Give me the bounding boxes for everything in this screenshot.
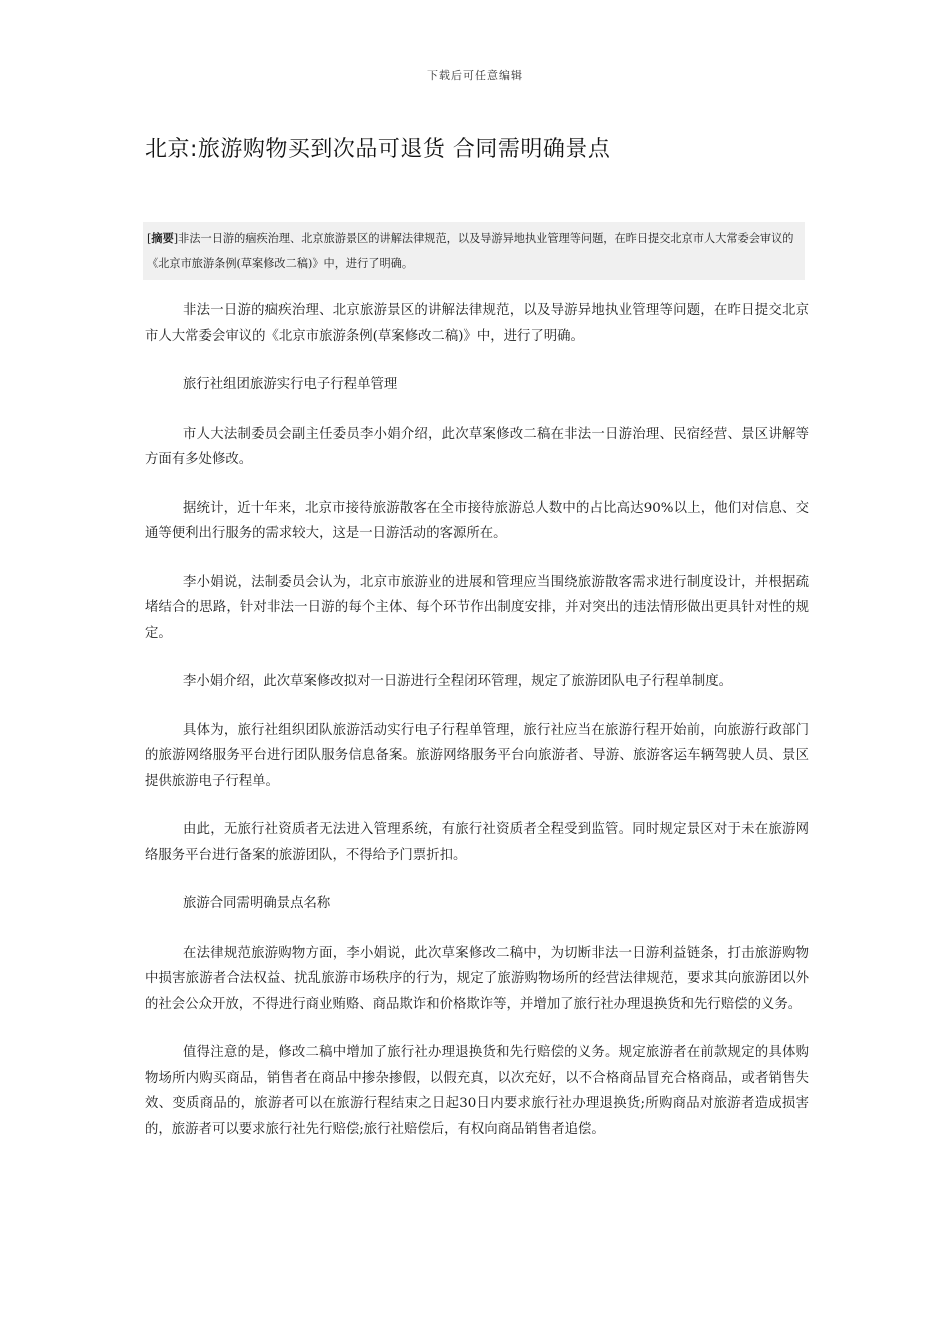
paragraph: 李小娟介绍，此次草案修改拟对一日游进行全程闭环管理，规定了旅游团队电子行程单制度。: [183, 674, 733, 689]
abstract-open-bracket: [: [147, 232, 152, 245]
paragraph: 非法一日游的痼疾治理、北京旅游景区的讲解法律规范，以及导游异地执业管理等问题，在昨日提交北京市人大常委会审议的《北京市旅游条例(草案修改二稿)》中，进行了明确。: [145, 303, 809, 344]
paragraph: 市人大法制委员会副主任委员李小娟介绍，此次草案修改二稿在非法一日游治理、民宿经营、景区讲解等方面有多处修改。: [145, 426, 809, 467]
abstract-box: [143, 222, 805, 280]
paragraph: 具体为，旅行社组织团队旅游活动实行电子行程单管理，旅行社应当在旅游行程开始前，向旅游行政部门的旅游网络服务平台进行团队服务信息备案。旅游网络服务平台向旅游者、导游、旅游客运车辆驾驶人员、景区提供旅游电子行程单。: [145, 722, 809, 789]
abstract-tag: 摘要: [151, 231, 174, 245]
paragraph: 在法律规范旅游购物方面，李小娟说，此次草案修改二稿中，为切断非法一日游利益链条，打击旅游购物中损害旅游者合法权益、扰乱旅游市场秩序的行为，规定了旅游购物场所的经营法律规范，要求其向旅游团以外的社会公众开放，不得进行商业贿赂、商品欺诈和价格欺诈等，并增加了旅行社办理退换货和先行赔偿的义务。: [145, 945, 809, 1012]
paragraph: 李小娟说，法制委员会认为，北京市旅游业的进展和管理应当围绕旅游散客需求进行制度设计，并根据疏堵结合的思路，针对非法一日游的每个主体、每个环节作出制度安排，并对突出的违法情形做出更具针对性的规定。: [145, 574, 809, 641]
paragraph: 由此，无旅行社资质者无法进入管理系统，有旅行社资质者全程受到监管。同时规定景区对于未在旅游网络服务平台进行备案的旅游团队，不得给予门票折扣。: [145, 822, 809, 863]
abstract-text: 非法一日游的痼疾治理、北京旅游景区的讲解法律规范，以及导游异地执业管理等问题，在昨日提交北京市人大常委会审议的《北京市旅游条例(草案修改二稿)》中，进行了明确。: [147, 232, 794, 270]
page-title: 北京:旅游购物买到次品可退货 合同需明确景点: [145, 137, 611, 162]
section-heading: 旅游合同需明确景点名称: [183, 896, 331, 911]
paragraph: 值得注意的是，修改二稿中增加了旅行社办理退换货和先行赔偿的义务。规定旅游者在前款规定的具体购物场所内购买商品，销售者在商品中掺杂掺假，以假充真，以次充好，以不合格商品冒充合格商品，或者销售失效、变质商品的，旅游者可以在旅游行程结束之日起30日内要求旅行社办理退换货;所购商品对旅游者造成损害的，旅游者可以要求旅行社先行赔偿;旅行社赔偿后，有权向商品销售者追偿。: [145, 1045, 809, 1137]
section-heading: 旅行社组团旅游实行电子行程单管理: [183, 377, 398, 392]
article-body: [145, 298, 809, 1165]
header-note: 下载后可任意编辑: [427, 69, 523, 82]
abstract-close-bracket: ]: [173, 232, 179, 245]
paragraph: 据统计，近十年来，北京市接待旅游散客在全市接待旅游总人数中的占比高达90%以上，他们对信息、交通等便利出行服务的需求较大，这是一日游活动的客源所在。: [145, 500, 809, 541]
